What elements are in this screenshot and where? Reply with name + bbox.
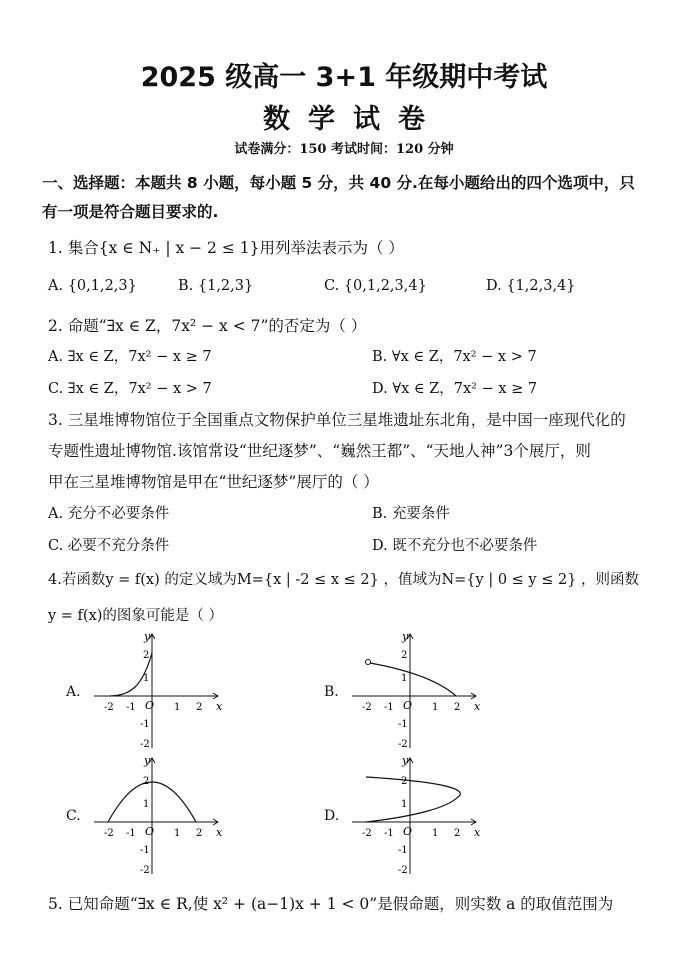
subject-title: 数学试卷 [263, 104, 443, 135]
graph-b-xtick: 2 [454, 702, 461, 713]
graph-c-ytick: 2 [143, 776, 150, 787]
graph-b-open-point [366, 660, 371, 665]
graph-a-ytick: -1 [140, 719, 150, 730]
q2-option-b: B. ∀x ∈ Z，7x² − x > 7 [372, 349, 537, 365]
graph-a-label: A. [66, 684, 81, 700]
graph-d-ytick: -2 [398, 865, 408, 876]
q3-line1: 3. 三星堆博物馆位于全国重点文物保护单位三星堆遗址东北角，是中国一座现代化的 [48, 411, 626, 429]
graph-d-origin: O [403, 825, 413, 838]
graph-a-xtick: 1 [174, 702, 181, 713]
q3-line3: 甲在三星堆博物馆是甲在“世纪逐梦”展厅的（ ） [48, 473, 379, 491]
graph-a-xtick: 2 [196, 702, 203, 713]
graph-d-ytick: 2 [401, 776, 408, 787]
graph-b [348, 628, 483, 753]
graph-b-ytick: 2 [401, 650, 408, 661]
graph-a-xtick: -1 [126, 702, 136, 713]
q3-option-c: C. 必要不充分条件 [48, 538, 170, 554]
graph-b-label: B. [324, 684, 339, 700]
graph-c-ytick: -1 [140, 845, 150, 856]
graph-d-label: D. [324, 808, 340, 824]
graph-b-xtick: -2 [362, 702, 372, 713]
q1-option-a: A. {0,1,2,3} [48, 278, 137, 294]
graph-b-axes [352, 634, 476, 748]
graph-a-ytick: -2 [140, 739, 150, 750]
graph-c [90, 752, 225, 877]
graph-c-origin: O [145, 825, 155, 838]
q4-line2: y = f(x)的图象可能是（ ） [48, 608, 224, 624]
exam-title: 2025 级高一 3+1 年级期中考试 [140, 62, 548, 93]
graph-c-xtick: 2 [196, 828, 203, 839]
graph-b-ytick: 1 [401, 673, 408, 684]
graph-a-ytick: 1 [143, 673, 150, 684]
q2-stem: 2. 命题“∃x ∈ Z，7x² − x < 7”的否定为（ ） [48, 317, 367, 335]
graph-c-xlabel: x [216, 826, 223, 839]
q3-line2: 专题性遗址博物馆.该馆常设“世纪逐梦”、“巍然王都”、“天地人神”3个展厅，则 [48, 442, 591, 460]
q1-option-c: C. {0,1,2,3,4} [324, 278, 427, 294]
graph-c-ylabel: y [144, 754, 151, 767]
graph-d-curve [366, 777, 460, 822]
q3-option-b: B. 充要条件 [372, 506, 450, 522]
section-instruction-line1: 一、选择题：本题共 8 小题，每小题 5 分，共 40 分.在每小题给出的四个选项中，只 [42, 174, 635, 192]
graph-b-curve [370, 663, 456, 696]
q3-option-d: D. 既不充分也不必要条件 [372, 538, 538, 554]
graph-c-label: C. [66, 808, 81, 824]
graph-a-axes [94, 634, 218, 748]
q2-option-d: D. ∀x ∈ Z，7x² − x ≥ 7 [372, 381, 538, 397]
graph-d-ytick: -1 [398, 845, 408, 856]
graph-b-ytick: -1 [398, 719, 408, 730]
graph-a-xtick: -2 [104, 702, 114, 713]
graph-a-ylabel: y [144, 630, 151, 643]
q1-option-b: B. {1,2,3} [178, 278, 254, 294]
graph-d-ytick: 1 [401, 799, 408, 810]
graph-d-ylabel: y [402, 754, 409, 767]
graph-b-xlabel: x [474, 700, 481, 713]
graph-c-ytick: -2 [140, 865, 150, 876]
graph-a [90, 628, 225, 753]
q5-stem: 5. 已知命题“∃x ∈ R,使 x² + (a−1)x + 1 < 0”是假命题，则实数 a 的取值范围为 [48, 895, 614, 913]
exam-meta: 试卷满分：150 考试时间：120 分钟 [234, 142, 454, 157]
graph-d-axes [352, 758, 476, 874]
graph-a-ytick: 2 [143, 650, 150, 661]
q1-stem: 1. 集合{x ∈ N₊ | x − 2 ≤ 1}用列举法表示为（ ） [48, 239, 404, 257]
graph-d-xtick: -2 [362, 828, 372, 839]
q1-option-d: D. {1,2,3,4} [486, 278, 576, 294]
graph-c-xtick: -2 [104, 828, 114, 839]
graph-c-ytick: 1 [143, 799, 150, 810]
graph-d-xlabel: x [474, 826, 481, 839]
graph-c-xtick: 1 [174, 828, 181, 839]
graph-d-xtick: 2 [454, 828, 461, 839]
q2-option-a: A. ∃x ∈ Z，7x² − x ≥ 7 [48, 349, 212, 365]
q4-line1: 4.若函数y = f(x) 的定义域为M={x | -2 ≤ x ≤ 2} ，值域为N={y | 0 ≤ y ≤ 2} ，则函数 [48, 572, 640, 588]
q3-option-a: A. 充分不必要条件 [48, 506, 170, 522]
graph-b-origin: O [403, 699, 413, 712]
graph-b-ytick: -2 [398, 739, 408, 750]
graph-c-axes [94, 758, 218, 874]
graph-a-xlabel: x [216, 700, 223, 713]
graph-d-xtick: -1 [384, 828, 394, 839]
section-instruction-line2: 有一项是符合题目要求的. [42, 203, 219, 221]
graph-b-xtick: -1 [384, 702, 394, 713]
graph-b-xtick: 1 [432, 702, 439, 713]
graph-a-origin: O [145, 699, 155, 712]
q2-option-c: C. ∃x ∈ Z，7x² − x > 7 [48, 381, 212, 397]
graph-d-xtick: 1 [432, 828, 439, 839]
graph-c-xtick: -1 [126, 828, 136, 839]
graph-d [348, 752, 483, 877]
graph-b-ylabel: y [402, 630, 409, 643]
